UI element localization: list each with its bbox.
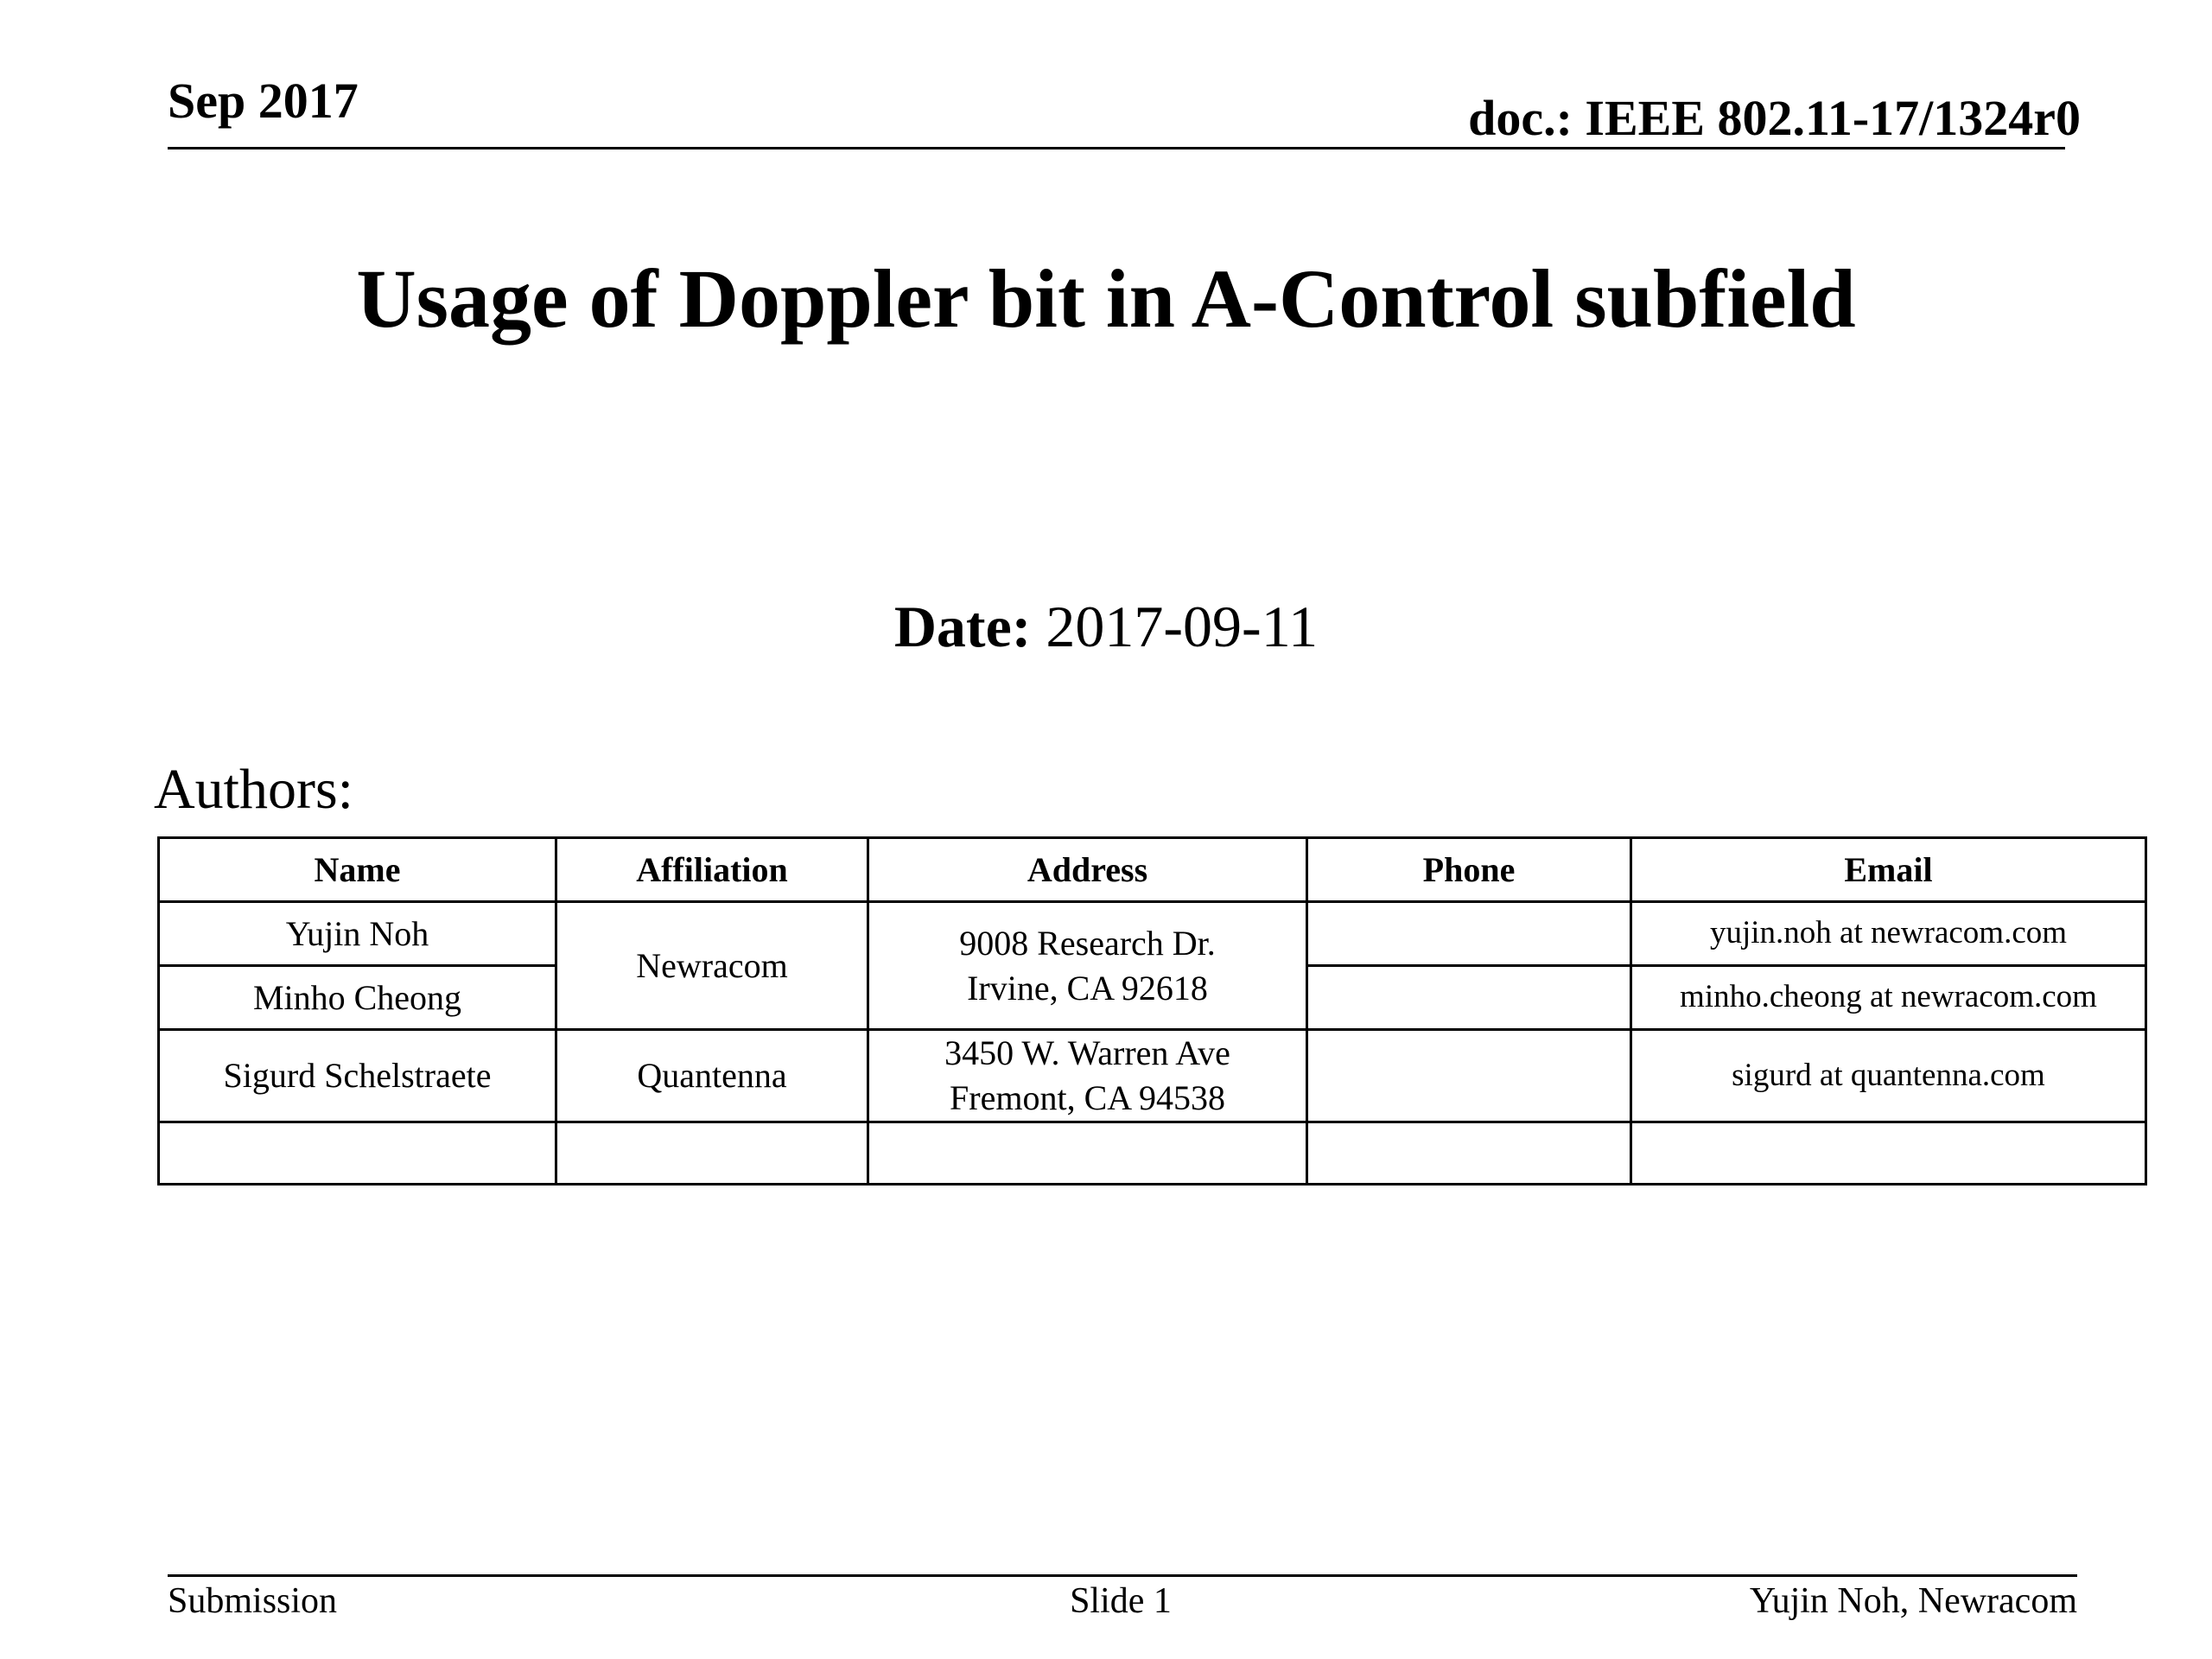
empty-cell	[1631, 1122, 2146, 1185]
date-value: 2017-09-11	[1031, 594, 1319, 659]
date-label: Date:	[893, 594, 1032, 659]
empty-cell	[159, 1122, 556, 1185]
author-name: Minho Cheong	[159, 966, 556, 1030]
header-date: Sep 2017	[168, 73, 359, 129]
author-address	[868, 902, 1307, 1030]
author-phone	[1307, 902, 1631, 966]
address-line: 9008 Research Dr.	[959, 923, 1216, 963]
address-line: Fremont, CA 94538	[950, 1078, 1225, 1117]
column-header-address: Address	[868, 838, 1307, 902]
author-email: sigurd at quantenna.com	[1631, 1030, 2146, 1122]
table-row-empty	[159, 1122, 2146, 1185]
footer-divider	[168, 1574, 2077, 1577]
authors-table	[157, 836, 2147, 1185]
address-line: 3450 W. Warren Ave	[944, 1033, 1230, 1072]
author-affiliation: Quantenna	[556, 1030, 868, 1122]
author-name: Yujin Noh	[159, 902, 556, 966]
table-header-row	[159, 838, 2146, 902]
column-header-name: Name	[159, 838, 556, 902]
author-email: minho.cheong at newracom.com	[1631, 966, 2146, 1030]
header-divider	[168, 147, 2065, 149]
empty-cell	[556, 1122, 868, 1185]
author-email: yujin.noh at newracom.com	[1631, 902, 2146, 966]
column-header-affiliation: Affiliation	[556, 838, 868, 902]
author-phone	[1307, 966, 1631, 1030]
footer-author: Yujin Noh, Newracom	[1749, 1581, 2077, 1621]
address-line: Irvine, CA 92618	[967, 968, 1208, 1007]
empty-cell	[1307, 1122, 1631, 1185]
author-phone	[1307, 1030, 1631, 1122]
column-header-email: Email	[1631, 838, 2146, 902]
footer-slide-number: Slide 1	[1070, 1581, 1172, 1621]
table-row	[159, 1030, 2146, 1122]
table-row	[159, 902, 2146, 966]
column-header-phone: Phone	[1307, 838, 1631, 902]
footer-submission: Submission	[168, 1581, 338, 1621]
author-affiliation: Newracom	[556, 902, 868, 1030]
slide-title: Usage of Doppler bit in A-Control subfield	[356, 252, 1856, 345]
author-name: Sigurd Schelstraete	[159, 1030, 556, 1122]
empty-cell	[868, 1122, 1307, 1185]
header-doc-id: doc.: IEEE 802.11-17/1324r0	[1468, 90, 2081, 146]
date-line	[0, 594, 2212, 659]
authors-heading: Authors:	[154, 758, 353, 821]
author-address	[868, 1030, 1307, 1122]
